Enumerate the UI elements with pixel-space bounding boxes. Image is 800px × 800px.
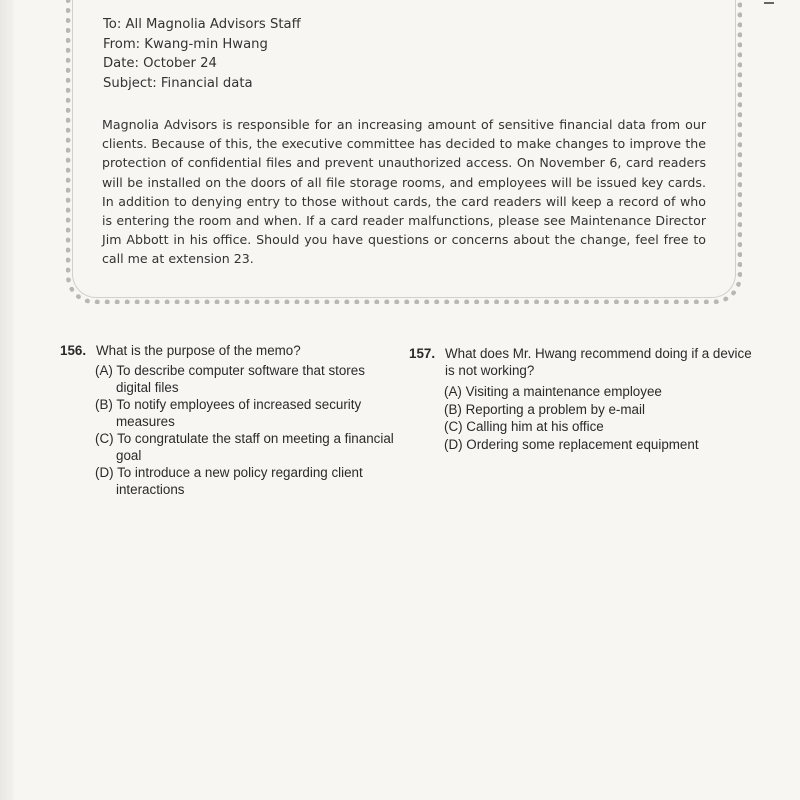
memo-body: Magnolia Advisors is responsible for an increasing amount of sensitive financial data from our clients. Because of this, the executive committee has decided to make changes to improve the protection of confidential files and prevent unauthorized access. On November 6, card readers will be installed on the doors of all file storage rooms, and employees will be issued key cards. In addition to denying entry to those without cards, the card readers will keep a record of who is entering the room and when. If a card reader malfunctions, please see Maintenance Director Jim Abbott in his office. Should you have questions or concerns about the change, feel free to call me at extension 23. [102, 117, 706, 267]
answer-option-d[interactable]: (D) To introduce a new policy regarding client interactions [95, 465, 363, 497]
question-157 [409, 345, 754, 454]
answer-option-a[interactable]: (A) To describe computer software that stores digital files [95, 363, 365, 395]
answer-option-b[interactable]: (B) Reporting a problem by e-mail [444, 401, 645, 417]
memo-subject: Subject: Financial data [103, 75, 253, 91]
question-156 [60, 342, 400, 499]
question-number: 156. [60, 343, 87, 358]
memo-from: From: Kwang-min Hwang [103, 36, 268, 52]
memo-header [103, 15, 301, 93]
page-corner-mark [764, 0, 774, 4]
scan-edge [0, 0, 14, 800]
answer-option-b[interactable]: (B) To notify employees of increased security measures [95, 397, 362, 429]
memo-to: To: All Magnolia Advisors Staff [103, 17, 301, 32]
question-stem [60, 342, 400, 359]
memo-date: Date: October 24 [103, 56, 217, 72]
answer-options [95, 363, 400, 498]
answer-option-c[interactable]: (C) Calling him at his office [444, 419, 604, 434]
question-number: 157. [409, 346, 436, 361]
answer-option-d[interactable]: (D) Ordering some replacement equipment [444, 436, 699, 452]
answer-option-a[interactable]: (A) Visiting a maintenance employee [444, 384, 662, 399]
answer-options [444, 384, 754, 453]
question-stem [409, 345, 754, 379]
question-text: What is the purpose of the memo? [96, 343, 301, 358]
answer-option-c[interactable]: (C) To congratulate the staff on meeting a financial goal [95, 431, 394, 463]
question-text: What does Mr. Hwang recommend doing if a device is not working? [445, 346, 752, 378]
